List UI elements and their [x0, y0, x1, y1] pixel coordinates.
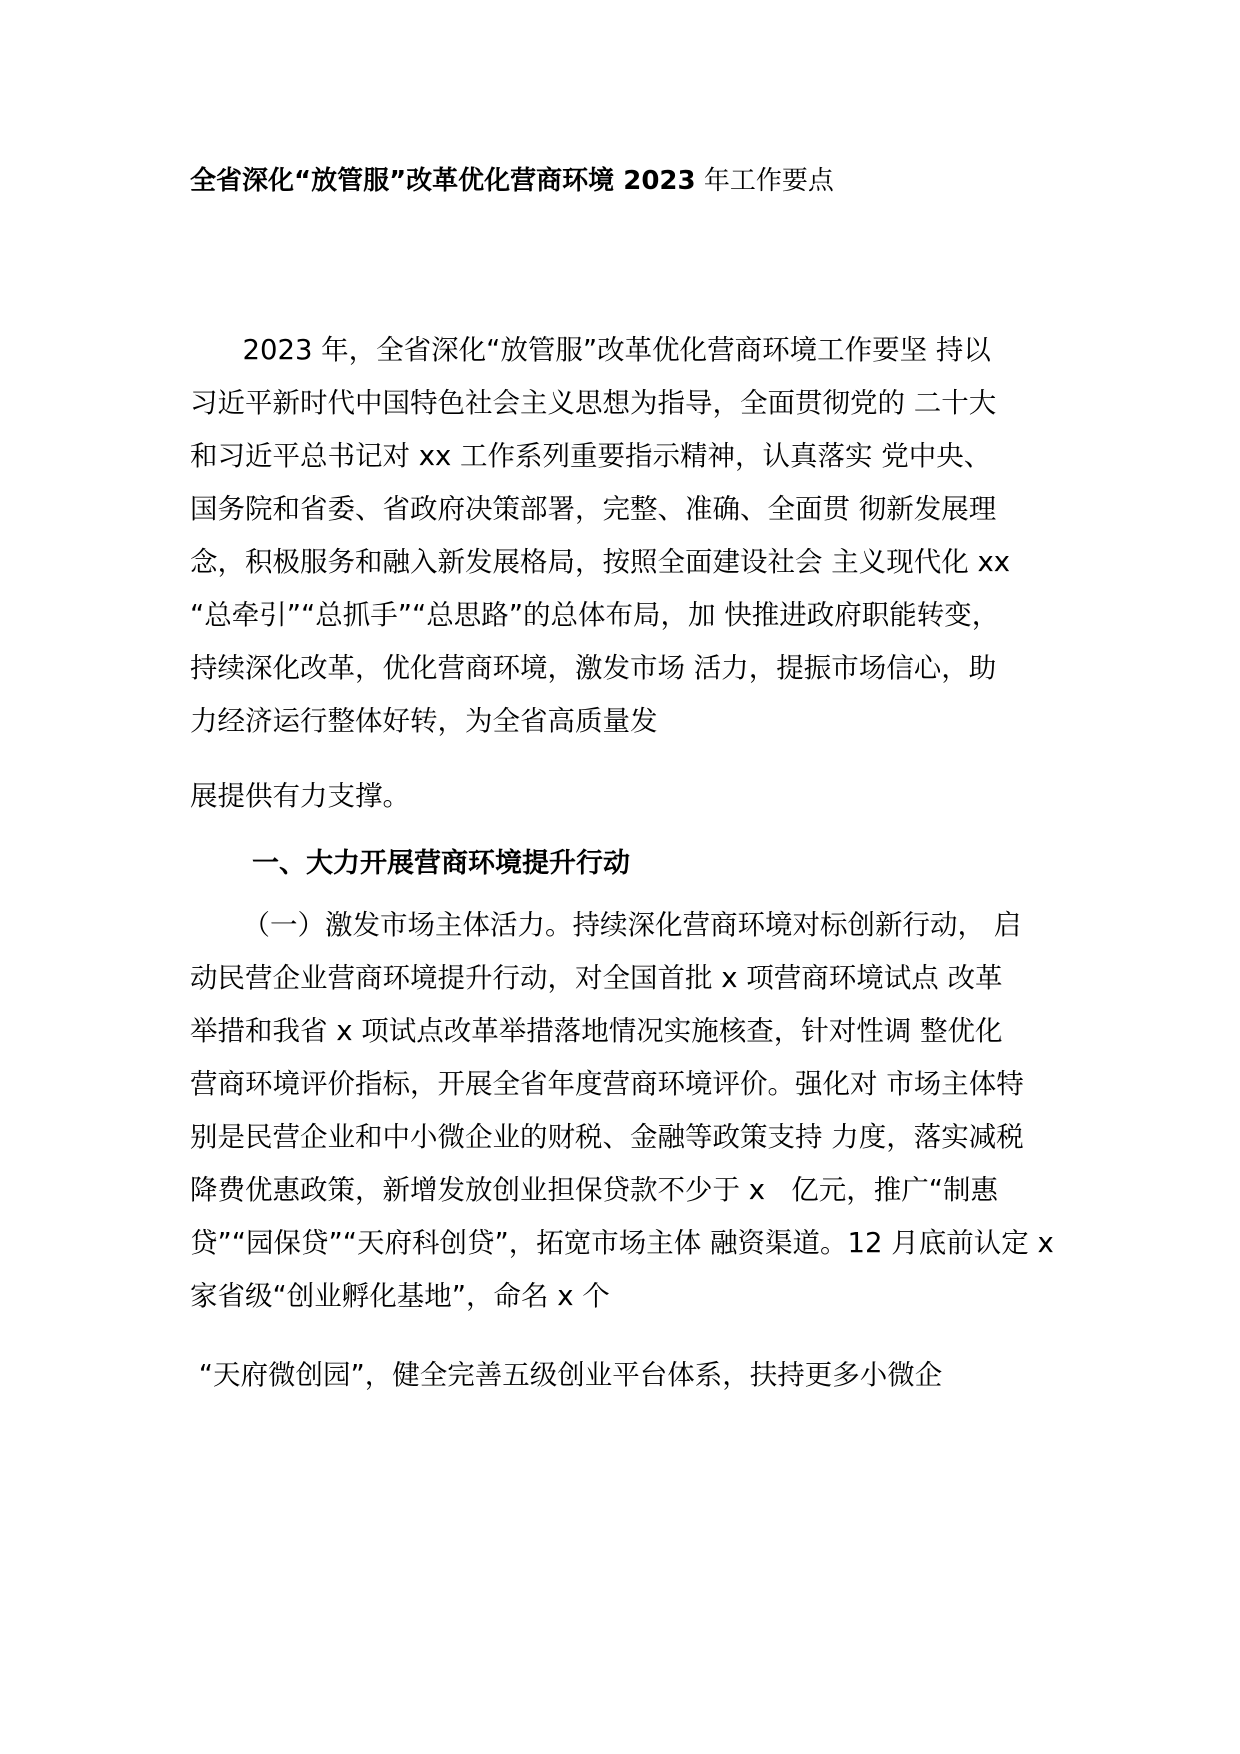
- paragraph2-line-1: （一）激发市场主体活力。持续深化营商环境对标创新行动， 启: [190, 909, 1022, 941]
- paragraph2-line-3: 举措和我省 x 项试点改革举措落地情况实施核查，针对性调 整优化: [190, 1015, 1003, 1047]
- paragraph2-line-6: 降费优惠政策，新增发放创业担保贷款不少于 x 亿元，推广“制惠: [190, 1174, 998, 1206]
- paragraph1-line-7: 持续深化改革，优化营商环境，激发市场 活力，提振市场信心，助: [190, 652, 997, 684]
- document-title: [190, 160, 834, 197]
- paragraph1-line-1: 2023 年，全省深化“放管服”改革优化营商环境工作要坚 持以: [190, 334, 991, 366]
- paragraph2-line-7: 贷”“园保贷”“天府科创贷”，拓宽市场主体 融资渠道。12 月底前认定 x: [190, 1227, 1054, 1259]
- paragraph1-line-8: 力经济运行整体好转，为全省高质量发: [190, 705, 658, 737]
- document-title-suffix: 年工作要点: [695, 166, 834, 196]
- section-heading-1: 一、大力开展营商环境提升行动: [252, 848, 630, 879]
- paragraph2-line-8: 家省级“创业孵化基地”，命名 x 个: [190, 1280, 610, 1312]
- document-title-main: 全省深化“放管服”改革优化营商环境 2023: [190, 166, 696, 196]
- paragraph2-line-5: 别是民营企业和中小微企业的财税、金融等政策支持 力度，落实减税: [190, 1121, 1024, 1153]
- paragraph1-line-6: “总牵引”“总抓手”“总思路”的总体布局，加 快推进政府职能转变，: [190, 599, 1000, 631]
- paragraph1-line-2: 习近平新时代中国特色社会主义思想为指导，全面贯彻党的 二十大: [190, 387, 997, 419]
- paragraph1-line-4: 国务院和省委、省政府决策部署，完整、准确、全面贯 彻新发展理: [190, 493, 997, 525]
- paragraph1-tail: 展提供有力支撑。: [190, 780, 410, 812]
- paragraph2-tail: “天府微创园”，健全完善五级创业平台体系，扶持更多小微企: [190, 1359, 943, 1391]
- paragraph2-line-2: 动民营企业营商环境提升行动，对全国首批 x 项营商环境试点 改革: [190, 962, 1003, 994]
- paragraph2-line-4: 营商环境评价指标，开展全省年度营商环境评价。强化对 市场主体特: [190, 1068, 1024, 1100]
- paragraph1-line-5: 念，积极服务和融入新发展格局，按照全面建设社会 主义现代化 xx: [190, 546, 1011, 578]
- paragraph1-line-3: 和习近平总书记对 xx 工作系列重要指示精神，认真落实 党中央、: [190, 440, 992, 472]
